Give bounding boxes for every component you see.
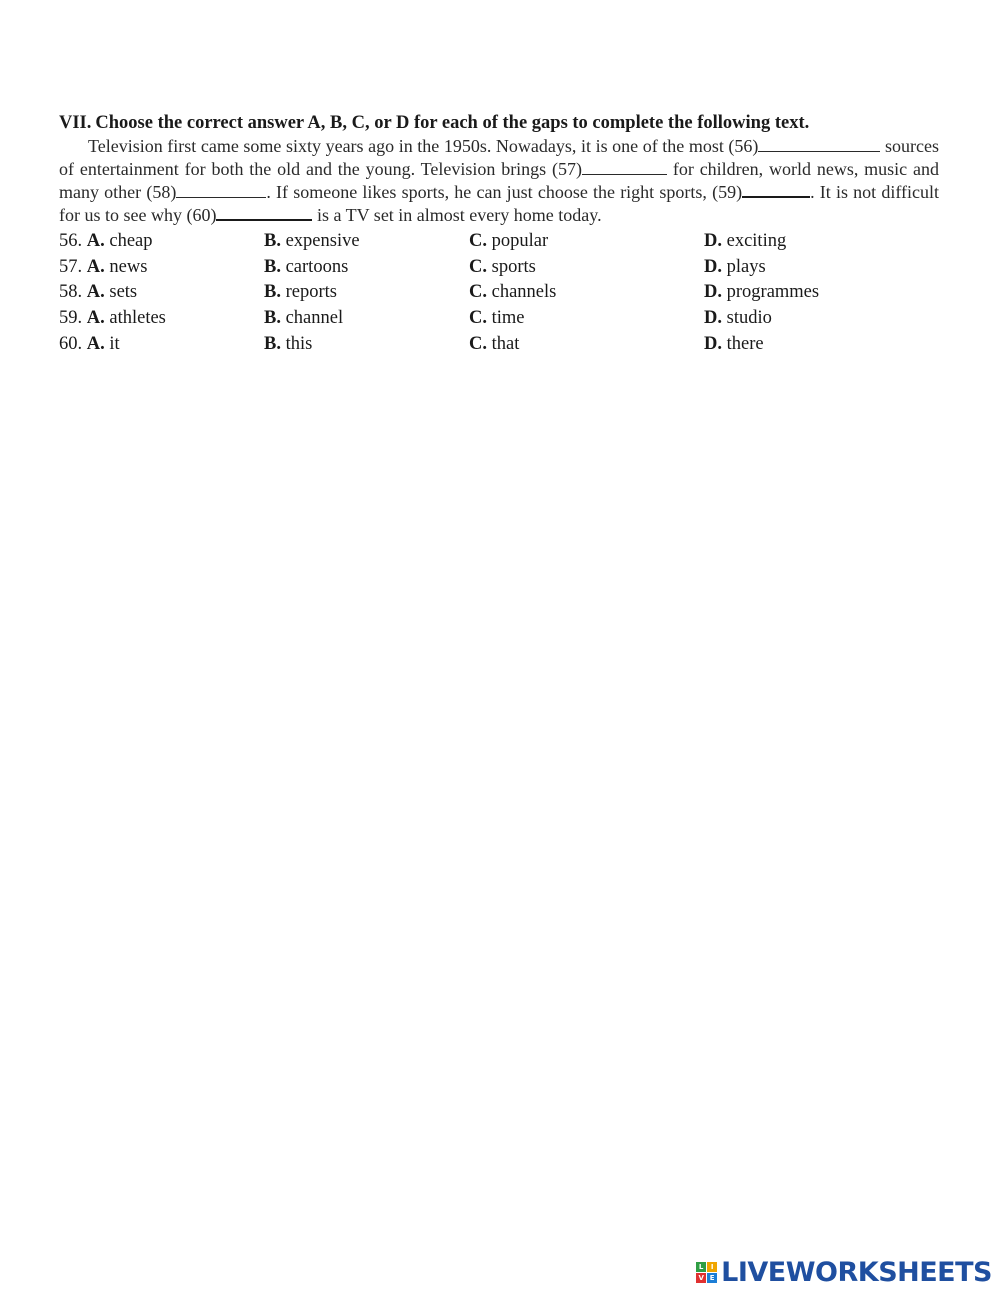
option-c[interactable] — [469, 282, 704, 303]
option-c[interactable] — [469, 231, 704, 252]
question-number: 57. — [59, 256, 83, 277]
option-text: sets — [109, 282, 138, 303]
passage-text-2: sources of entertainment for both the old and the young. Television brings (57) — [59, 136, 939, 179]
question-number: 60. — [59, 333, 83, 354]
option-letter: B. — [264, 308, 281, 329]
option-letter: A. — [86, 308, 105, 329]
option-d[interactable] — [704, 231, 939, 252]
question-row — [59, 280, 939, 306]
option-text: channels — [491, 282, 557, 303]
option-text: that — [491, 333, 520, 354]
option-text: cheap — [109, 231, 153, 252]
passage-paragraph — [59, 135, 939, 227]
option-text: there — [726, 333, 764, 354]
gap-59[interactable] — [742, 182, 810, 198]
option-text: studio — [726, 308, 772, 329]
logo-letter-e: E — [707, 1273, 717, 1283]
option-text: this — [285, 333, 313, 354]
passage-text-1: Television first came some sixty years ago in the 1950s. Nowadays, it is one of the most (56) — [88, 136, 759, 156]
option-text: channel — [285, 308, 344, 329]
option-letter: C. — [469, 231, 487, 252]
option-letter: C. — [469, 308, 487, 329]
option-b[interactable] — [264, 282, 469, 303]
logo-letter-l: L — [696, 1262, 706, 1272]
option-b[interactable] — [264, 334, 469, 355]
question-row — [59, 255, 939, 281]
option-letter: D. — [704, 308, 722, 329]
worksheet-page — [59, 112, 939, 357]
option-letter: D. — [704, 256, 722, 277]
option-d[interactable] — [704, 308, 939, 329]
option-text: news — [109, 256, 148, 277]
gap-58[interactable] — [176, 183, 266, 198]
question-row — [59, 331, 939, 357]
option-a[interactable] — [59, 334, 264, 355]
option-letter: C. — [469, 256, 487, 277]
option-a[interactable] — [59, 282, 264, 303]
passage-text-3: for children, world news, music and many other (58) — [59, 159, 939, 202]
gap-56[interactable] — [758, 137, 880, 152]
passage-text-4: . If someone likes sports, he can just choose the right sports, (59) — [266, 182, 743, 202]
option-letter: C. — [469, 282, 487, 303]
option-letter: B. — [264, 231, 281, 252]
section-heading — [59, 112, 939, 134]
logo-icon — [696, 1262, 717, 1283]
option-text: popular — [491, 231, 549, 252]
option-letter: D. — [704, 231, 722, 252]
logo-letter-i: I — [707, 1262, 717, 1272]
option-text: expensive — [285, 231, 360, 252]
option-letter: B. — [264, 282, 281, 303]
question-number: 56. — [59, 231, 83, 252]
logo-letter-v: V — [696, 1273, 706, 1283]
option-c[interactable] — [469, 334, 704, 355]
option-letter: B. — [264, 256, 281, 277]
option-text: it — [109, 333, 120, 354]
option-d[interactable] — [704, 282, 939, 303]
question-row — [59, 229, 939, 255]
passage-text-6: is a TV set in almost every home today. — [312, 205, 602, 225]
option-a[interactable] — [59, 257, 264, 278]
option-letter: D. — [704, 333, 722, 354]
option-b[interactable] — [264, 308, 469, 329]
option-text: reports — [285, 282, 337, 303]
option-b[interactable] — [264, 231, 469, 252]
question-number: 58. — [59, 282, 83, 303]
option-b[interactable] — [264, 257, 469, 278]
section-number: VII. — [59, 113, 92, 133]
option-letter: D. — [704, 282, 722, 303]
question-number: 59. — [59, 308, 83, 329]
logo-text: LIVEWORKSHEETS — [721, 1257, 992, 1288]
gap-57[interactable] — [582, 160, 667, 175]
reading-passage — [59, 135, 939, 227]
passage-text-5: . It is not difficult for us to see why (60) — [59, 182, 939, 225]
option-c[interactable] — [469, 308, 704, 329]
gap-60[interactable] — [216, 205, 312, 221]
option-text: programmes — [726, 282, 820, 303]
option-d[interactable] — [704, 257, 939, 278]
option-text: sports — [491, 256, 536, 277]
option-text: time — [491, 308, 525, 329]
option-text: cartoons — [285, 256, 349, 277]
option-text: plays — [726, 256, 766, 277]
option-letter: C. — [469, 333, 487, 354]
liveworksheets-logo — [696, 1257, 992, 1288]
option-c[interactable] — [469, 257, 704, 278]
question-row — [59, 306, 939, 332]
option-letter: A. — [86, 256, 105, 277]
option-text: exciting — [726, 231, 787, 252]
section-instruction: Choose the correct answer A, B, C, or D for each of the gaps to complete the following text. — [95, 113, 810, 133]
option-d[interactable] — [704, 334, 939, 355]
option-text: athletes — [109, 308, 166, 329]
option-a[interactable] — [59, 231, 264, 252]
option-a[interactable] — [59, 308, 264, 329]
option-letter: A. — [86, 231, 105, 252]
option-letter: A. — [86, 333, 105, 354]
question-list — [59, 229, 939, 357]
option-letter: B. — [264, 333, 281, 354]
option-letter: A. — [86, 282, 105, 303]
